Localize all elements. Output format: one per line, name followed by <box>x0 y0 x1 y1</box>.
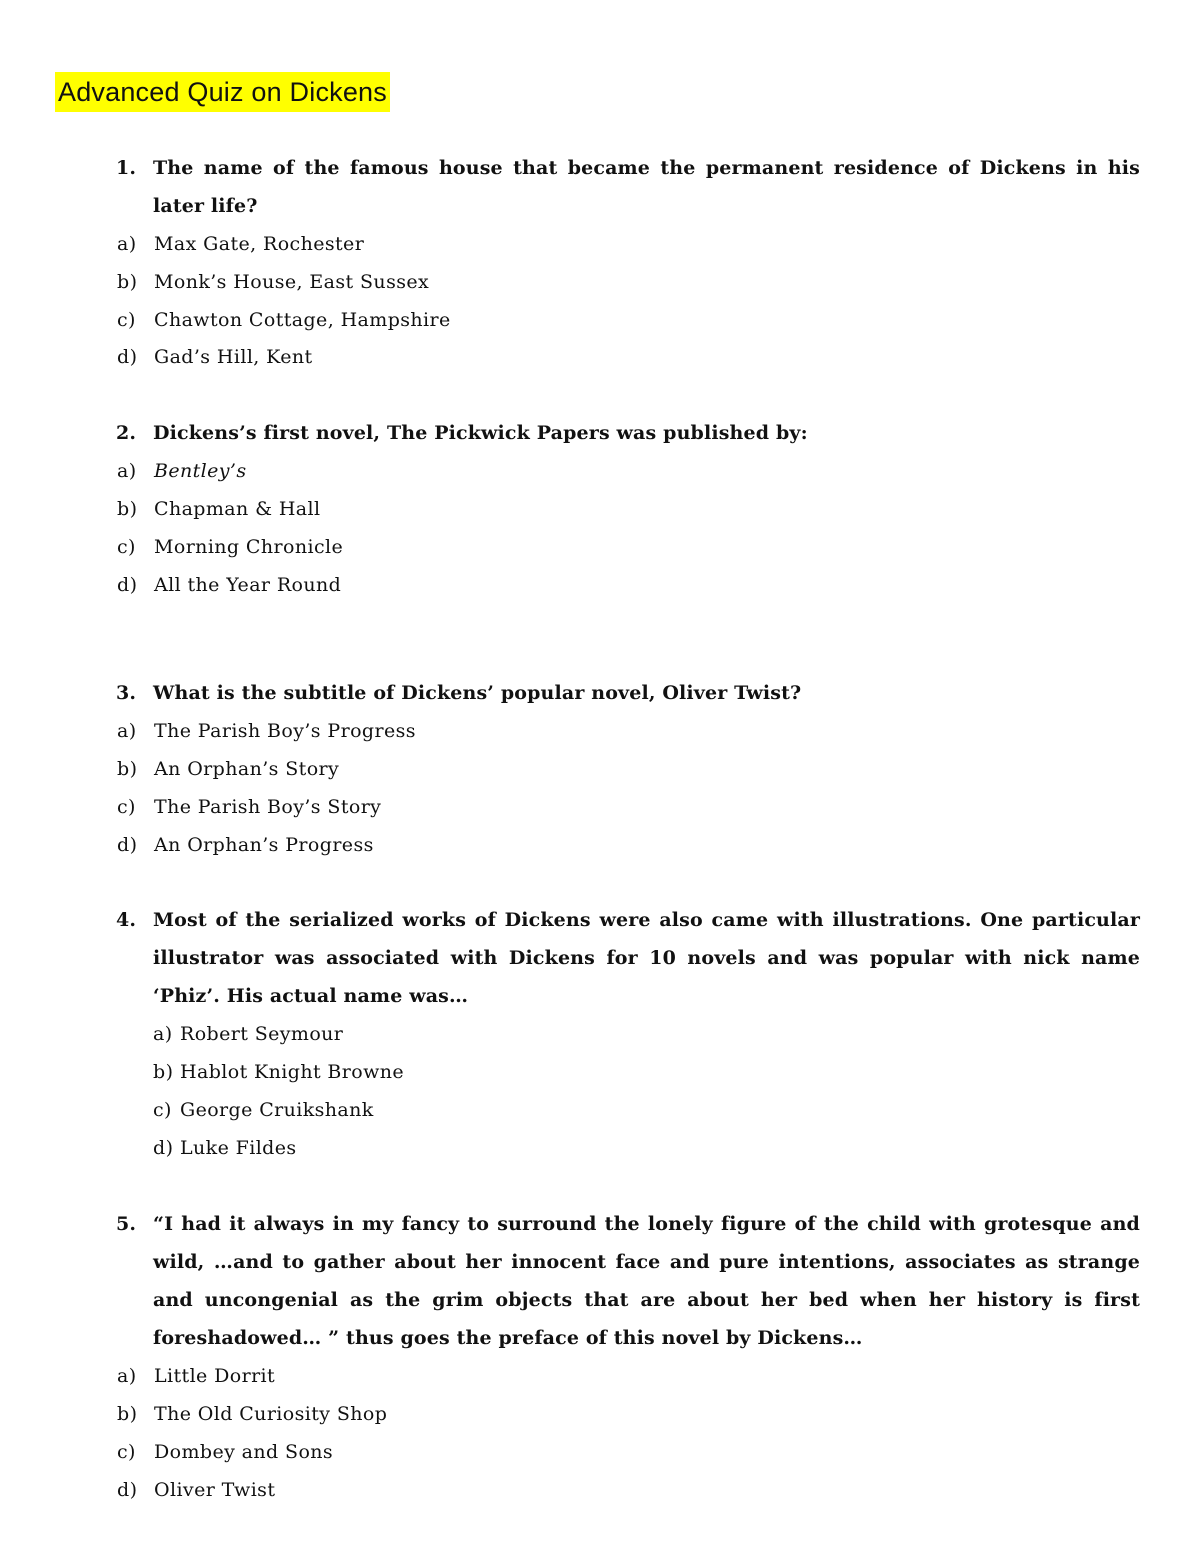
option-letter: c) <box>117 536 136 558</box>
option-4d[interactable] <box>153 1129 297 1167</box>
option-1b[interactable] <box>117 263 429 301</box>
option-text: Morning Chronicle <box>154 536 344 558</box>
option-letter: c) <box>117 309 136 331</box>
question-text: Most of the serialized works of Dickens were also came with illustrations. One particular illustrator was associated with Dickens for 10 novels and was popular with nick name ‘Phiz’. His actual name was… <box>153 909 1140 1007</box>
option-text: Max Gate, Rochester <box>154 233 365 255</box>
option-text: Oliver Twist <box>154 1479 276 1501</box>
question-text: Dickens’s first novel, The Pickwick Papers was published by: <box>153 422 808 444</box>
option-letter: b) <box>117 758 138 780</box>
question-3 <box>116 674 1140 712</box>
option-2b[interactable] <box>117 490 321 528</box>
option-3b[interactable] <box>117 750 339 788</box>
option-letter: b) <box>153 1061 174 1083</box>
option-2a[interactable] <box>117 452 247 490</box>
question-text: The name of the famous house that became the permanent residence of Dickens in his later life? <box>153 157 1140 217</box>
option-letter: b) <box>117 271 138 293</box>
option-text: An Orphan’s Story <box>154 758 340 780</box>
option-4b[interactable] <box>153 1053 404 1091</box>
question-number: 4. <box>116 909 137 931</box>
question-4 <box>116 901 1140 1015</box>
option-letter: c) <box>117 1441 136 1463</box>
question-text: “I had it always in my fancy to surround the lonely figure of the child with grotesque and wild, …and to gather about her innocent face and pure intentions, associates as strange and uncongenial as the grim objects that are about her bed when her history is first foreshadowed… ” thus goes the preface of this novel by Dickens… <box>153 1213 1140 1349</box>
option-letter: b) <box>117 1403 138 1425</box>
option-letter: a) <box>117 233 137 255</box>
option-letter: d) <box>117 834 138 856</box>
question-number: 2. <box>116 422 137 444</box>
option-text: Chapman & Hall <box>154 498 321 520</box>
option-letter: d) <box>117 1479 138 1501</box>
question-1 <box>116 149 1140 225</box>
option-text: The Old Curiosity Shop <box>154 1403 388 1425</box>
question-number: 5. <box>116 1213 137 1235</box>
option-5d[interactable] <box>117 1471 275 1509</box>
option-text: Chawton Cottage, Hampshire <box>154 309 451 331</box>
option-text: Robert Seymour <box>180 1023 344 1045</box>
option-text: Gad’s Hill, Kent <box>154 346 313 368</box>
question-number: 1. <box>116 157 137 179</box>
option-4c[interactable] <box>153 1091 374 1129</box>
option-3a[interactable] <box>117 712 416 750</box>
option-text: Luke Fildes <box>180 1137 297 1159</box>
option-5c[interactable] <box>117 1433 333 1471</box>
page-title: Advanced Quiz on Dickens <box>55 72 390 112</box>
option-letter: c) <box>117 796 136 818</box>
option-letter: a) <box>153 1023 173 1045</box>
option-text: George Cruikshank <box>180 1099 374 1121</box>
question-5 <box>116 1205 1140 1357</box>
option-letter: b) <box>117 498 138 520</box>
option-text: All the Year Round <box>154 574 342 596</box>
option-text: Little Dorrit <box>154 1365 276 1387</box>
option-text: Bentley’s <box>154 460 247 482</box>
option-1d[interactable] <box>117 338 313 376</box>
option-1c[interactable] <box>117 301 451 339</box>
option-letter: a) <box>117 720 137 742</box>
question-text: What is the subtitle of Dickens’ popular novel, Oliver Twist? <box>153 682 802 704</box>
option-2d[interactable] <box>117 566 341 604</box>
option-letter: a) <box>117 460 137 482</box>
option-text: The Parish Boy’s Progress <box>154 720 416 742</box>
option-3d[interactable] <box>117 826 374 864</box>
option-4a[interactable] <box>153 1015 343 1053</box>
option-text: An Orphan’s Progress <box>154 834 374 856</box>
option-letter: d) <box>153 1137 174 1159</box>
option-2c[interactable] <box>117 528 343 566</box>
option-1a[interactable] <box>117 225 364 263</box>
option-text: Monk’s House, East Sussex <box>154 271 430 293</box>
option-3c[interactable] <box>117 788 381 826</box>
option-text: Dombey and Sons <box>154 1441 334 1463</box>
question-2 <box>116 414 1140 452</box>
option-letter: d) <box>117 346 138 368</box>
option-letter: c) <box>153 1099 172 1121</box>
option-text: The Parish Boy’s Story <box>154 796 382 818</box>
option-letter: a) <box>117 1365 137 1387</box>
question-number: 3. <box>116 682 137 704</box>
option-5b[interactable] <box>117 1395 387 1433</box>
option-text: Hablot Knight Browne <box>180 1061 405 1083</box>
option-letter: d) <box>117 574 138 596</box>
option-5a[interactable] <box>117 1357 275 1395</box>
